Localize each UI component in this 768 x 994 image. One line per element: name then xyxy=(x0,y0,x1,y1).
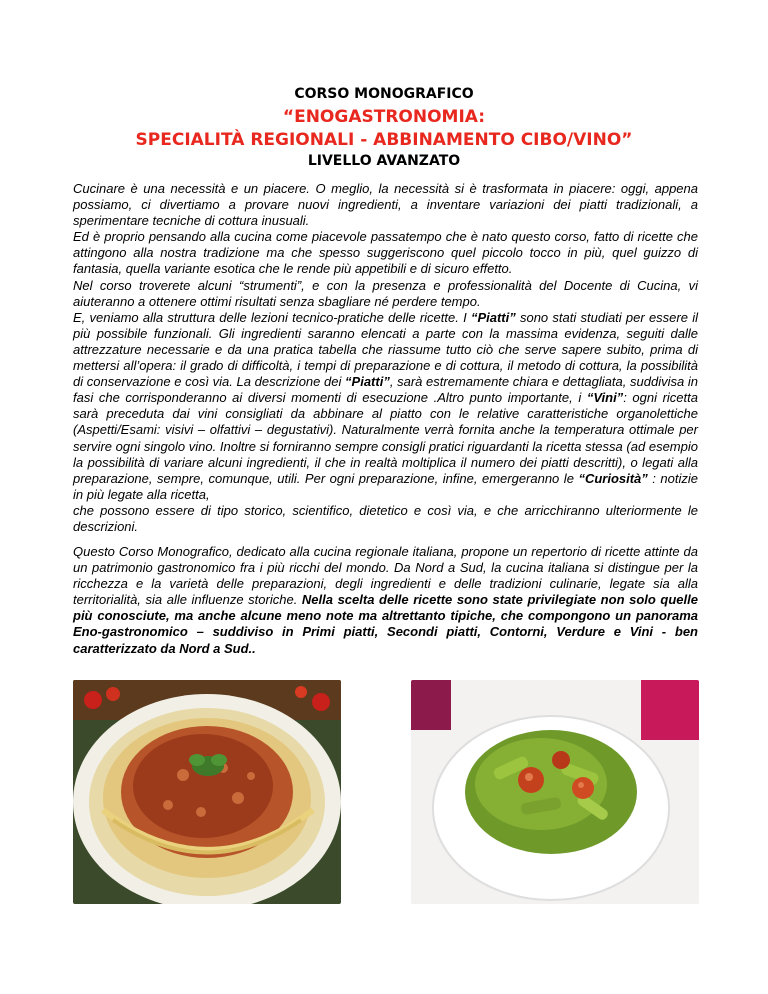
keyword-piatti: “Piatti” xyxy=(345,374,390,390)
course-level-heading: LIVELLO AVANZATO xyxy=(307,153,461,169)
intro-paragraph-5: che possono essere di tipo storico, scientifico, dietetico e così via, e che arricchiranno ulteriormente le descrizioni. xyxy=(73,502,698,534)
keyword-piatti: “Piatti” xyxy=(470,309,516,325)
intro-text: : ogni ricetta sarà preceduta dai vini consigliati da abbinare al piatto con le relative caratteristiche organolettiche (Aspetti/Esami: visivi – olfattivi – degustativi). Naturalmente verrà fornita anche la temperatura ottimale per servire ogni singolo vino. Inoltre si forniranno sempre consigli pratici riguardanti la ricetta stessa (ad esempio la possibilità di variare alcuni ingredienti, il che in realtà moltiplica il numero dei piatti descritti), o legati alla preparazione, sempre, comunque, utili. Per ogni preparazione, infine, emergeranno le xyxy=(73,390,698,486)
program-text: Questo Corso Monografico, dedicato alla cucina regionale italiana, propone un repertorio di ricette attinte da un patrimonio gastronomico fra i più ricchi del mondo. Da Nord a Sud, la cucina italiana si distingue per la ricchezza e la varietà delle preparazioni, degli ingredienti e delle tradizioni culinarie, legate sia alla territorialità, sia alle influenze storiche. xyxy=(73,544,698,608)
intro-paragraph-2: Ed è proprio pensando alla cucina come piacevole passatempo che è nato questo corso, fatto di ricette che attingono alla nostra tradizione ma che spesso suggeriscono quel piccolo tocco in più, quel guizzo di fantasia, quella variante esotica che le rende più appetibili e di sicuro effetto. xyxy=(73,229,698,277)
intro-section xyxy=(73,181,698,535)
course-title-line-1: “ENOGASTRONOMIA: xyxy=(282,107,486,127)
course-type-heading: CORSO MONOGRAFICO xyxy=(294,86,474,102)
penne-plate-illustration xyxy=(411,680,699,904)
program-paragraph xyxy=(73,544,698,657)
intro-text: E, veniamo alla struttura delle lezioni tecnico-pratiche delle ricette. I xyxy=(73,309,471,325)
intro-text: , sarà estremamente chiara e dettagliata, suddivisa in fasi che corrisponderanno ai diversi momenti di esecuzione .Altro punto importante, i xyxy=(73,374,698,406)
intro-text: : notizie in più legate alla ricetta, xyxy=(73,470,698,502)
spaghetti-bolognese-photo xyxy=(73,680,341,904)
intro-paragraph-3: Nel corso troverete alcuni “strumenti”, e con la presenza e professionalità del Docente di Cucina, vi aiuteranno a ottenere ottimi risultati senza sbagliare né perdere tempo. xyxy=(73,277,698,309)
keyword-curiosita: “Curiosità” xyxy=(578,470,648,486)
program-highlight-text: Nella scelta delle ricette sono state privilegiate non solo quelle più conosciute, ma anche alcune meno note ma altrettanto tipiche, che compongono un panorama Eno-gastronomico – suddiviso in Primi piatti, Secondi piatti, Contorni, Verdure e Vini - ben caratterizzato da Nord a Sud.. xyxy=(73,592,698,656)
penne-pesto-photo xyxy=(411,680,699,904)
program-section xyxy=(73,544,698,657)
keyword-vini: “Vini” xyxy=(586,390,624,406)
intro-text: sono stati studiati per essere il più possibile funzionali. Gli ingredienti saranno elencati a parte con la massima evidenza, seguiti dalle attrezzature necessarie e da una pratica tabella che riassume tutto ciò che serve sapere subito, prima di mettersi all’opera: il grado di difficoltà, i tempi di preparazione e di cottura, il metodo di cottura, la possibilità di conservazione e così via. La descrizione dei xyxy=(73,309,698,390)
spaghetti-plate-illustration xyxy=(73,680,341,904)
intro-paragraph-1: Cucinare è una necessità e un piacere. O meglio, la necessità si è trasformata in piacere: oggi, appena possiamo, ci divertiamo a provare nuovi ingredienti, a inventare variazioni dei piatti tradizionali, a sperimentare tecniche di cottura inusuali. xyxy=(73,181,698,229)
course-title-line-2: SPECIALITÀ REGIONALI - ABBINAMENTO CIBO/VINO” xyxy=(135,130,633,150)
intro-paragraph-4 xyxy=(73,310,698,503)
